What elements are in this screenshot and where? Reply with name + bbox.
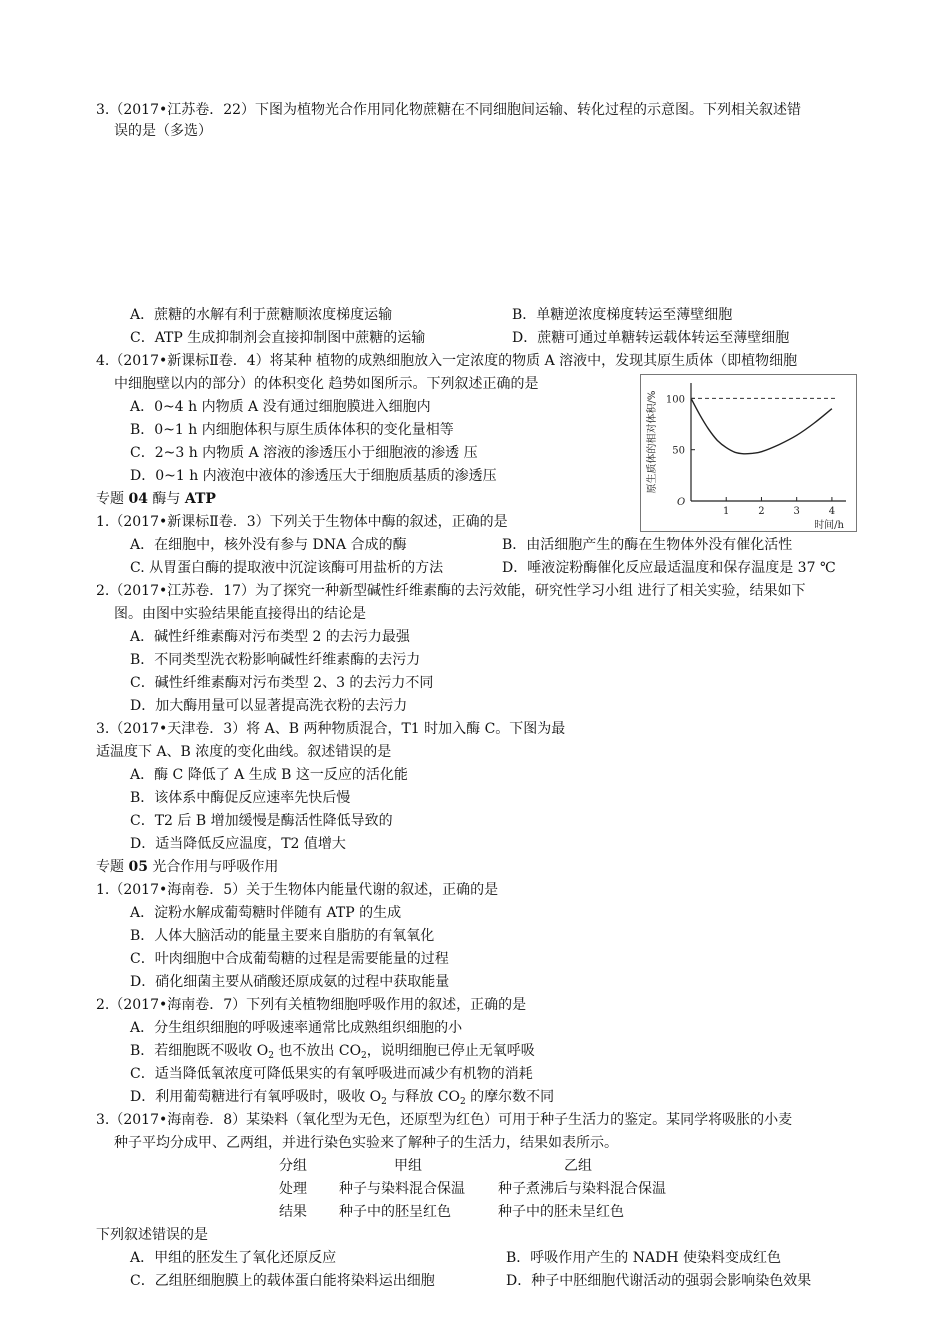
s05-q3-option-d: D．种子中胚细胞代谢活动的强弱会影响染色效果 [506,1273,812,1289]
s05-q2-option-d-sub2: 2 [459,1097,466,1107]
x-tick-label: 1 [723,506,730,517]
s05-q1-option-c: C．叶肉细胞中合成葡萄糖的过程是需要能量的过程 [130,951,449,967]
q3-option-b: B．单糖逆浓度梯度转运至薄壁细胞 [512,307,733,323]
y-tick-label: 50 [672,445,685,457]
s04-q1-stem: 1.（2017•新课标Ⅱ卷．3）下列关于生物体中酶的叙述，正确的是 [96,514,508,530]
table-header-jia: 甲组 [394,1158,422,1174]
s04-q3-stem-line1: 3.（2017•天津卷．3）将 A、B 两种物质混合，T1 时加入酶 C。下图为最 [96,721,566,737]
s04-q2-stem-line1: 2.（2017•江苏卷．17）为了探究一种新型碱性纤维素酶的去污效能，研究性学习小组 进行了相关实验，结果如下 [96,583,806,599]
x-axis-label: 时间/h [814,520,844,531]
q3-option-d: D．蔗糖可通过单糖转运载体转运至薄壁细胞 [512,330,790,346]
s05-q3-option-c: C．乙组胚细胞膜上的载体蛋白能将染料运出细胞 [130,1273,435,1289]
s04-q3-option-a: A．酶 C 降低了 A 生成 B 这一反应的活化能 [130,767,408,783]
section-05-prefix: 专题 [96,859,124,875]
s05-q3-option-b: B．呼吸作用产生的 NADH 使染料变成红色 [506,1250,781,1266]
s05-q1-option-d: D．硝化细菌主要从硝酸还原成氨的过程中获取能量 [130,974,450,990]
s05-q2-option-d-part1: D．利用葡萄糖进行有氧呼吸时，吸收 O [130,1089,382,1105]
q3-option-a: A．蔗糖的水解有利于蔗糖顺浓度梯度运输 [130,307,393,323]
s05-q2-option-d-part3: 的摩尔数不同 [465,1089,555,1105]
q3-stem-line1: 3.（2017•江苏卷．22）下图为植物光合作用同化物蔗糖在不同细胞间运输、转化过程的示意图。下列相关叙述错 [96,102,802,118]
s04-q2-option-a: A．碱性纤维素酶对污布类型 2 的去污力最强 [130,629,410,645]
section-04-number: 04 [128,491,148,507]
s05-q1-option-a: A．淀粉水解成葡萄糖时伴随有 ATP 的生成 [130,905,402,921]
section-05-title [96,858,278,876]
section-04-name: 酶与 [152,491,181,507]
s04-q3-stem-line2: 适温度下 A、B 浓度的变化曲线。叙述错误的是 [96,744,392,760]
s05-q3-stem-line1: 3.（2017•海南卷．8）某染料（氧化型为无色，还原型为红色）可用于种子生活力的鉴定。某同学将吸胀的小麦 [96,1112,793,1128]
table-header-yi: 乙组 [564,1158,592,1174]
s05-q2-option-b-sub1: 2 [268,1051,274,1061]
s05-q1-option-b: B．人体大脑活动的能量主要来自脂肪的有氧氧化 [130,928,435,944]
q4-stem-line2: 中细胞壁以内的部分）的体积变化 趋势如图所示。下列叙述正确的是 [114,376,539,392]
s04-q3-option-b: B．该体系中酶促反应速率先快后慢 [130,790,351,806]
s05-q3-stem-line2: 种子平均分成甲、乙两组，并进行染色实验来了解种子的生活力，结果如表所示。 [114,1135,618,1151]
x-tick-label: 4 [828,506,836,517]
table-row-result-jia: 种子中的胚呈红色 [339,1204,451,1220]
origin-label: O [677,497,686,508]
y-tick-label: 100 [665,394,685,406]
s05-q2-stem: 2.（2017•海南卷．7）下列有关植物细胞呼吸作用的叙述，正确的是 [96,997,527,1013]
q3-option-c: C．ATP 生成抑制剂会直接抑制图中蔗糖的运输 [130,330,426,346]
table-row-treatment-label: 处理 [279,1181,307,1197]
s05-q2-option-d-part2: 与释放 CO [386,1089,460,1105]
q4-option-c: C．2~3 h 内物质 A 溶液的渗透压小于细胞液的渗透 压 [130,445,478,461]
section-05-name: 光合作用与呼吸作用 [152,859,279,875]
s04-q2-option-d: D．加大酶用量可以显著提高洗衣粉的去污力 [130,698,408,714]
s04-q1-option-d: D．唾液淀粉酶催化反应最适温度和保存温度是 37 ℃ [502,560,836,576]
table-header-group: 分组 [279,1158,307,1174]
s05-q3-option-a: A．甲组的胚发生了氧化还原反应 [130,1250,337,1266]
x-tick-label: 2 [758,506,765,517]
s05-q2-option-b-part1: B．若细胞既不吸收 O [130,1043,269,1059]
protoplast-volume-chart [640,374,857,532]
s04-q2-option-c: C．碱性纤维素酶对污布类型 2、3 的去污力不同 [130,675,434,691]
s05-q2-option-b [130,1042,535,1060]
q3-stem-line2: 误的是（多选） [114,123,212,139]
x-tick-label: 3 [793,506,800,517]
table-row-result-yi: 种子中的胚未呈红色 [498,1204,624,1220]
q4-option-d: D．0~1 h 内液泡中液体的渗透压大于细胞质基质的渗透压 [130,468,497,484]
s04-q1-option-b: B．由活细胞产生的酶在生物体外没有催化活性 [502,537,793,553]
q4-stem-line1: 4.（2017•新课标Ⅱ卷．4）将某种 植物的成熟细胞放入一定浓度的物质 A 溶液中，发现其原生质体（即植物细胞 [96,353,798,369]
s04-q1-option-a: A．在细胞中，核外没有参与 DNA 合成的酶 [130,537,407,553]
chart-svg [641,375,856,531]
s04-q3-option-d: D．适当降低反应温度，T2 值增大 [130,836,346,852]
y-axis-label: 原生质体的相对体积/% [647,390,658,494]
s04-q2-stem-line2: 图。由图中实验结果能直接得出的结论是 [114,606,366,622]
section-05-number: 05 [128,859,148,875]
volume-curve [691,398,832,453]
s05-q2-option-d-sub1: 2 [381,1097,387,1107]
table-row-result-label: 结果 [279,1204,307,1220]
q4-option-b: B．0~1 h 内细胞体积与原生质体体积的变化量相等 [130,422,454,438]
q4-option-a: A．0~4 h 内物质 A 没有通过细胞膜进入细胞内 [130,399,431,415]
section-04-atp: ATP [184,491,216,507]
s05-q3-after-table: 下列叙述错误的是 [96,1227,208,1243]
s05-q2-option-b-part2: 也不放出 CO [273,1043,362,1059]
s05-q2-option-b-part3: ，说明细胞已停止无氧呼吸 [366,1043,535,1059]
table-row-treatment-yi: 种子煮沸后与染料混合保温 [498,1181,666,1197]
s05-q1-stem: 1.（2017•海南卷．5）关于生物体内能量代谢的叙述，正确的是 [96,882,499,898]
s05-q2-option-b-sub2: 2 [361,1051,367,1061]
table-row-treatment-jia: 种子与染料混合保温 [339,1181,465,1197]
section-04-prefix: 专题 [96,491,124,507]
s04-q2-option-b: B．不同类型洗衣粉影响碱性纤维素酶的去污力 [130,652,421,668]
section-04-title [96,490,216,508]
s05-q2-option-d [130,1088,554,1106]
s04-q3-option-c: C．T2 后 B 增加缓慢是酶活性降低导致的 [130,813,393,829]
s05-q2-option-c: C．适当降低氧浓度可降低果实的有氧呼吸进而减少有机物的消耗 [130,1066,533,1082]
s05-q2-option-a: A．分生组织细胞的呼吸速率通常比成熟组织细胞的小 [130,1020,463,1036]
s04-q1-option-c: C. 从胃蛋白酶的提取液中沉淀该酶可用盐析的方法 [130,560,444,576]
